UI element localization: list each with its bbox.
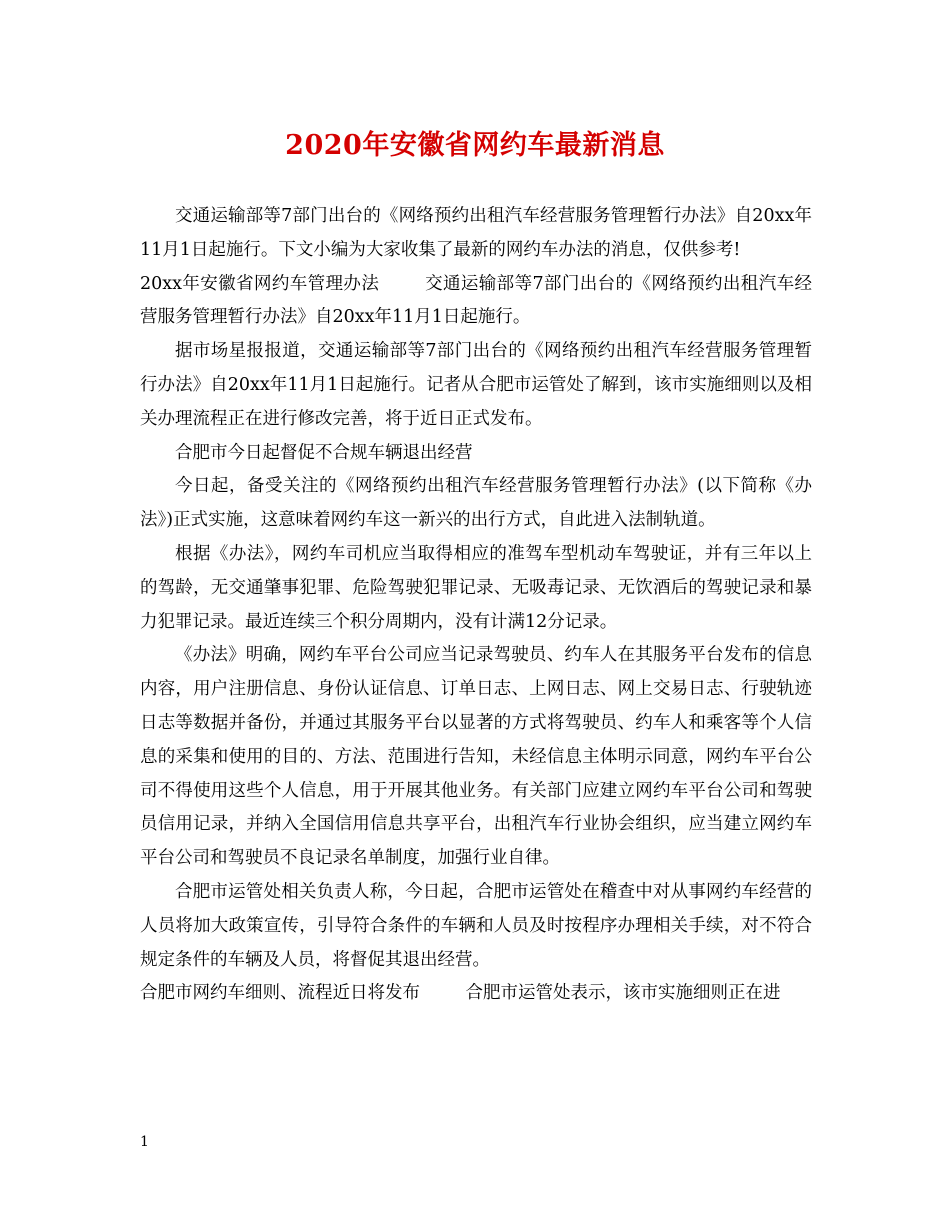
paragraph-news-report: 据市场星报报道，交通运输部等7部门出台的《网络预约出租汽车经营服务管理暂行办法》自20xx年11月1日起施行。记者从合肥市运管处了解到，该市实施细则以及相关办理流程正在进行修改完善，将于近日正式发布。 [140,341,812,429]
paragraph-enforcement: 合肥市运管处相关负责人称，今日起，合肥市运管处在稽查中对从事网约车经营的人员将加大政策宣传，引导符合条件的车辆和人员及时按程序办理相关手续，对不符合规定条件的车辆及人员，将督促其退出经营。 [140,881,812,970]
paragraph-platform-obligations: 《办法》明确，网约车平台公司应当记录驾驶员、约车人在其服务平台发布的信息内容，用户注册信息、身份认证信息、订单日志、上网日志、网上交易日志、行驶轨迹日志等数据并备份，并通过其服务平台以显著的方式将驾驶员、约车人和乘客等个人信息的采集和使用的目的、方法、范围进行告知，未经信息主体明示同意，网约车平台公司不得使用这些个人信息，用于开展其他业务。有关部门应建立网约车平台公司和驾驶员信用记录，并纳入全国信用信息共享平台，出租汽车行业协会组织，应当建立网约车平台公司和驾驶员不良记录名单制度，加强行业自律。 [140,645,812,869]
paragraph-section-hefei-rules [140,977,812,1011]
inline-heading-management-rules: 20xx年安徽省网约车管理办法 [140,273,380,294]
document-title: 2020年安徽省网约车最新消息 [285,130,665,161]
paragraph-section-management-rules [140,268,812,336]
page-number: 1 [140,1134,149,1150]
paragraph-subheading-hefei: 合肥市今日起督促不合规车辆退出经营 [175,442,473,463]
paragraph-implementation: 今日起，备受关注的《网络预约出租汽车经营服务管理暂行办法》(以下简称《办法》)正式实施，这意味着网约车这一新兴的出行方式，自此进入法制轨道。 [140,476,812,531]
inline-text-management-rules: 交通运输部等7部门出台的《网络预约出租汽车经营服务管理暂行办法》自20xx年11月1日起施行。 [140,273,812,328]
paragraph-intro: 交通运输部等7部门出台的《网络预约出租汽车经营服务管理暂行办法》自20xx年11月1日起施行。下文小编为大家收集了最新的网约车办法的消息，仅供参考! [140,206,812,260]
paragraph-driver-requirements: 根据《办法》，网约车司机应当取得相应的准驾车型机动车驾驶证，并有三年以上的驾龄，无交通肇事犯罪、危险驾驶犯罪记录、无吸毒记录、无饮酒后的驾驶记录和暴力犯罪记录。最近连续三个积分周期内，没有计满12分记录。 [140,543,812,632]
inline-heading-hefei-rules: 合肥市网约车细则、流程近日将发布 [140,983,420,1004]
inline-text-hefei-rules: 合肥市运管处表示，该市实施细则正在进 [465,983,781,1004]
document-body [140,200,812,1011]
